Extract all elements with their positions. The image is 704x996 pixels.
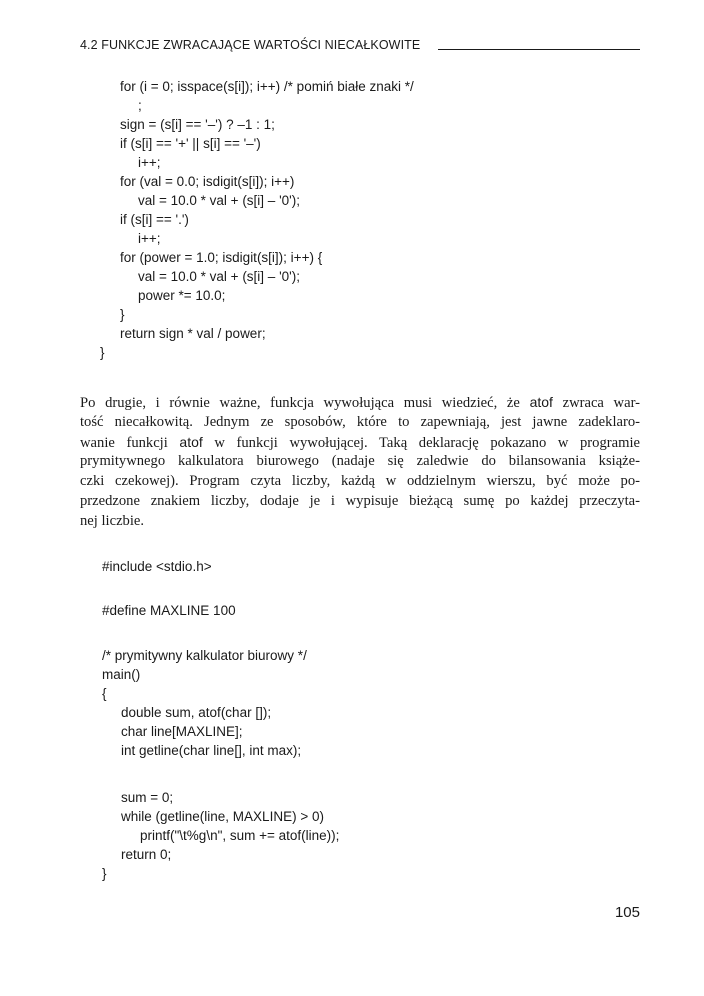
paragraph-text: wanie funkcji <box>80 434 168 451</box>
code-close-brace: } <box>102 866 107 881</box>
code-line: return sign * val / power; <box>120 326 266 341</box>
code-line: printf("\t%g\n", sum += atof(line)); <box>140 828 340 843</box>
code-line: int getline(char line[], int max); <box>121 743 302 758</box>
code-line: } <box>100 345 105 360</box>
code-line: } <box>120 307 125 322</box>
code-line: sum = 0; <box>121 790 174 805</box>
code-line: i++; <box>138 231 161 246</box>
paragraph-text: w funkcji wywołującej. Taką deklarację pokazano w programie <box>214 434 640 451</box>
code-line: i++; <box>138 155 161 170</box>
code-line: double sum, atof(char []); <box>121 705 272 720</box>
code-line: val = 10.0 * val + (s[i] – '0'); <box>138 269 300 284</box>
code-line: ; <box>138 98 142 113</box>
paragraph-line: tość niecałkowitą. Jednym ze sposobów, które to zapewniają, jest jawne zadeklaro- <box>80 413 640 430</box>
code-define: #define MAXLINE 100 <box>102 603 236 618</box>
code-open-brace: { <box>102 686 107 701</box>
code-line: while (getline(line, MAXLINE) > 0) <box>121 809 324 824</box>
running-head-rule <box>438 49 640 50</box>
paragraph-text: zwraca war- <box>562 395 641 411</box>
inline-code-atof: atof <box>529 394 553 410</box>
code-main: main() <box>102 667 141 682</box>
paragraph-line <box>80 433 640 453</box>
code-line: val = 10.0 * val + (s[i] – '0'); <box>138 193 300 208</box>
code-line: for (power = 1.0; isdigit(s[i]); i++) { <box>120 250 323 265</box>
paragraph-line: czki czekowej). Program czyta liczby, każdą w oddzielnym wierszu, być może po- <box>80 473 640 490</box>
running-head-title: 4.2 FUNKCJE ZWRACAJĄCE WARTOŚCI NIECAŁKOWITE <box>80 38 421 52</box>
code-include: #include <stdio.h> <box>102 559 212 574</box>
page-number: 105 <box>614 904 640 921</box>
code-line: for (val = 0.0; isdigit(s[i]); i++) <box>120 174 295 189</box>
running-head <box>80 38 640 56</box>
code-line: if (s[i] == '+' || s[i] == '–') <box>120 136 261 151</box>
inline-code-atof: atof <box>179 433 203 450</box>
code-comment: /* prymitywny kalkulator biurowy */ <box>102 648 307 663</box>
paragraph-line <box>80 393 640 413</box>
code-line: power *= 10.0; <box>138 288 226 303</box>
paragraph-line: prymitywnego kalkulatora biurowego (nadaje się zaledwie do bilansowania książe- <box>80 453 640 470</box>
body-paragraph <box>80 393 640 532</box>
code-line: char line[MAXLINE]; <box>121 724 243 739</box>
paragraph-line: przedzone znakiem liczby, dodaje je i wypisuje bieżącą sumę po każdej przeczyta- <box>80 492 640 509</box>
code-line: if (s[i] == '.') <box>120 212 189 227</box>
code-line: sign = (s[i] == '–') ? –1 : 1; <box>120 117 275 132</box>
code-line: for (i = 0; isspace(s[i]); i++) /* pomiń białe znaki */ <box>120 79 414 94</box>
paragraph-line: nej liczbie. <box>80 512 145 529</box>
code-line: return 0; <box>121 847 172 862</box>
paragraph-text: Po drugie, i równie ważne, funkcja wywołująca musi wiedzieć, że <box>80 395 520 411</box>
